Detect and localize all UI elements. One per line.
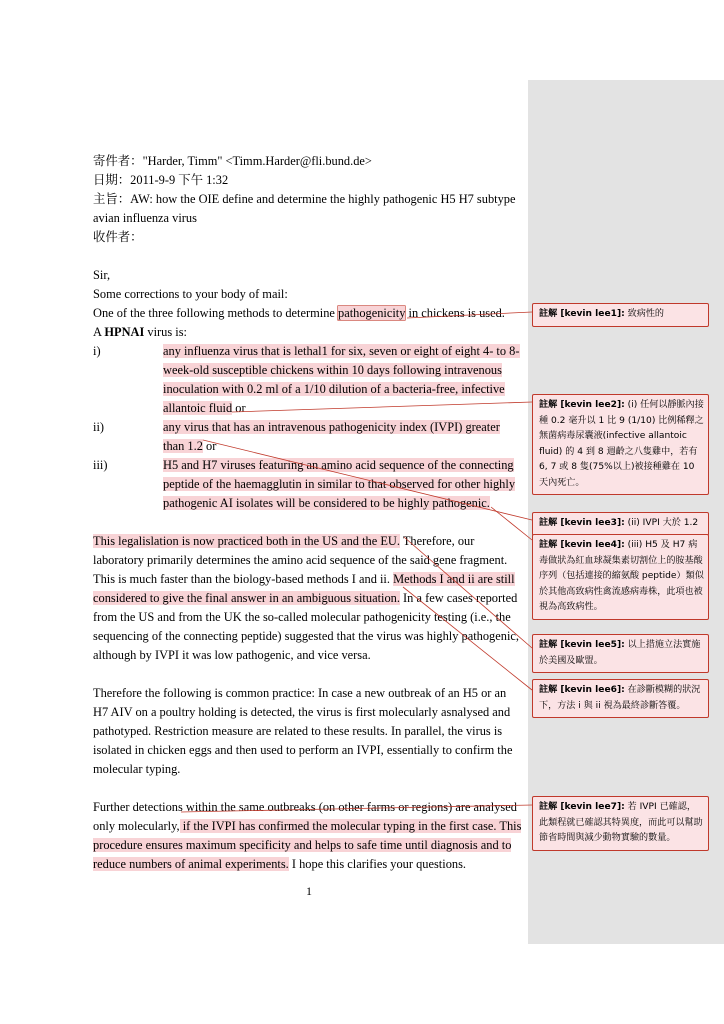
highlight-pathogenicity[interactable]: pathogenicity: [338, 306, 406, 320]
highlight-item-2[interactable]: any virus that has an intravenous pathogenicity index (IVPI) greater than 1.2: [163, 420, 500, 453]
list-item: i) any influenza virus that is lethal1 for six, seven or eight of eight 4- to 8-week-old susceptible chickens within 10 days following intravenous inoculation with 0.2 ml of a 1/10 dilution of a bacteria-free, infective allantoic fluid or: [93, 344, 520, 415]
comment-2[interactable]: 註解 [kevin lee2]: (i) 任何以靜脈內接種 0.2 毫升以 1 比 9 (1/10) 比例稀釋之無菌病毒尿囊液(infective allantoic fluid) 的 4 到 8 週齡之八隻雞中，若有 6, 7 或 8 隻(75%以上)被接種雞在 10 天內死亡。: [532, 394, 709, 495]
email-date: 日期：2011-9-9 下午 1:32: [93, 173, 229, 187]
salutation: Sir,: [93, 268, 111, 282]
email-to: 收件者：: [93, 230, 143, 244]
connector-5: [404, 537, 532, 648]
highlight-legislation[interactable]: This legalislation is now practiced both in the US and the EU.: [93, 534, 400, 548]
connector-2: [232, 402, 532, 412]
comment-3[interactable]: 註解 [kevin lee3]: (ii) IVPI 大於 1.2: [532, 512, 709, 536]
connector-1: [407, 312, 532, 318]
highlight-methods[interactable]: Methods I and ii are still considered to give the final answer in an ambiguous situation.: [93, 572, 515, 605]
comment-5[interactable]: 註解 [kevin lee5]: 以上措施立法實施於美國及歐盟。: [532, 634, 709, 673]
connector-4: [491, 507, 532, 540]
paragraph-practice: Therefore the following is common practice: In case a new outbreak of an H5 or an H7 AIV on a poultry holding is detected, the virus is first molecularly asnalysed and pathotyped. Restriction measure are related to these results. In parallel, the virus is isolated in chicken eggs and then used to perform an IVPI, essentially to confirm the molecular typing.: [93, 686, 513, 776]
comment-6[interactable]: 註解 [kevin lee6]: 在診斷模糊的狀況下，方法 i 與 ii 視為最終診斷答覆。: [532, 679, 709, 718]
hpnai-line: A HPNAI virus is:: [93, 325, 187, 339]
comment-7[interactable]: 註解 [kevin lee7]: 若 IVPI 已確認，此類程就已確認其特異度，而此可以幫助節省時間與減少動物實驗的數量。: [532, 796, 709, 851]
connector-7: [181, 805, 532, 812]
connector-3: [203, 440, 532, 520]
email-from: 寄件者："Harder, Timm" <Timm.Harder@fli.bund.de>: [93, 154, 372, 168]
comment-1[interactable]: 註解 [kevin lee1]: 致病性的: [532, 303, 709, 327]
highlight-item-1[interactable]: any influenza virus that is lethal1 for six, seven or eight of eight 4- to 8-week-old susceptible chickens within 10 days following intravenous inoculation with 0.2 ml of a 1/10 dilution of a bacteria-free, infective allantoic fluid: [163, 344, 520, 415]
intro-line: Some corrections to your body of mail:: [93, 287, 288, 301]
connector-6: [403, 587, 532, 690]
comment-4[interactable]: 註解 [kevin lee4]: (iii) H5 及 H7 病毒做狀為紅血球凝集素切割位上的胺基酸序列（包括連接的縮氨酸 peptide）類似於其他高致病性禽流感病毒株，此項也被視為高致病性。: [532, 534, 709, 620]
paragraph-detections: Further detections within the same outbreaks (on other farms or regions) are analysed only molecularly, if the IVPI has confirmed the molecular typing in the first case. This procedure ensures maximum specificity and helps to safe time until diagnosis and to reduce numbers of animal experiments. I hope this clarifies your questions.: [93, 800, 522, 871]
email-subject: 主旨：AW: how the OIE define and determine the highly pathogenic H5 H7 subtype avian influenza virus: [93, 192, 516, 225]
page-number: 1: [306, 884, 312, 898]
paragraph-legislation: This legalislation is now practiced both in the US and the EU. Therefore, our laboratory primarily determines the amino acid sequence of the said gene fragment. This is much faster than the biology-based methods I and ii. Methods I and ii are still considered to give the final answer in an ambiguous situation. In a few cases reported from the US and from the UK the so-called molecular pathogenicity testing (i.e., the sequencing of the connecting peptide) suggested that the virus was highly pathogenic, although by IVPI it was low pathogenic, and vice versa.: [93, 534, 519, 662]
methods-line: One of the three following methods to determine pathogenicity in chickens is used.: [93, 306, 505, 320]
list-item: iii) H5 and H7 viruses featuring an amino acid sequence of the connecting peptide of the haemagglutin in similar to that observed for other highly pathogenic AI isolates will be considered to be highly pathogenic.: [93, 458, 516, 510]
list-item: ii) any virus that has an intravenous pathogenicity index (IVPI) greater than 1.2 or: [93, 420, 500, 453]
highlight-item-3[interactable]: H5 and H7 viruses featuring an amino acid sequence of the connecting peptide of the haemagglutin in similar to that observed for other highly pathogenic AI isolates will be considered to be highly pathogenic.: [163, 458, 516, 510]
highlight-ivpi[interactable]: if the IVPI has confirmed the molecular typing in the first case. This procedure ensures maximum specificity and helps to safe time until diagnosis and to reduce numbers of animal experiments.: [93, 819, 522, 871]
